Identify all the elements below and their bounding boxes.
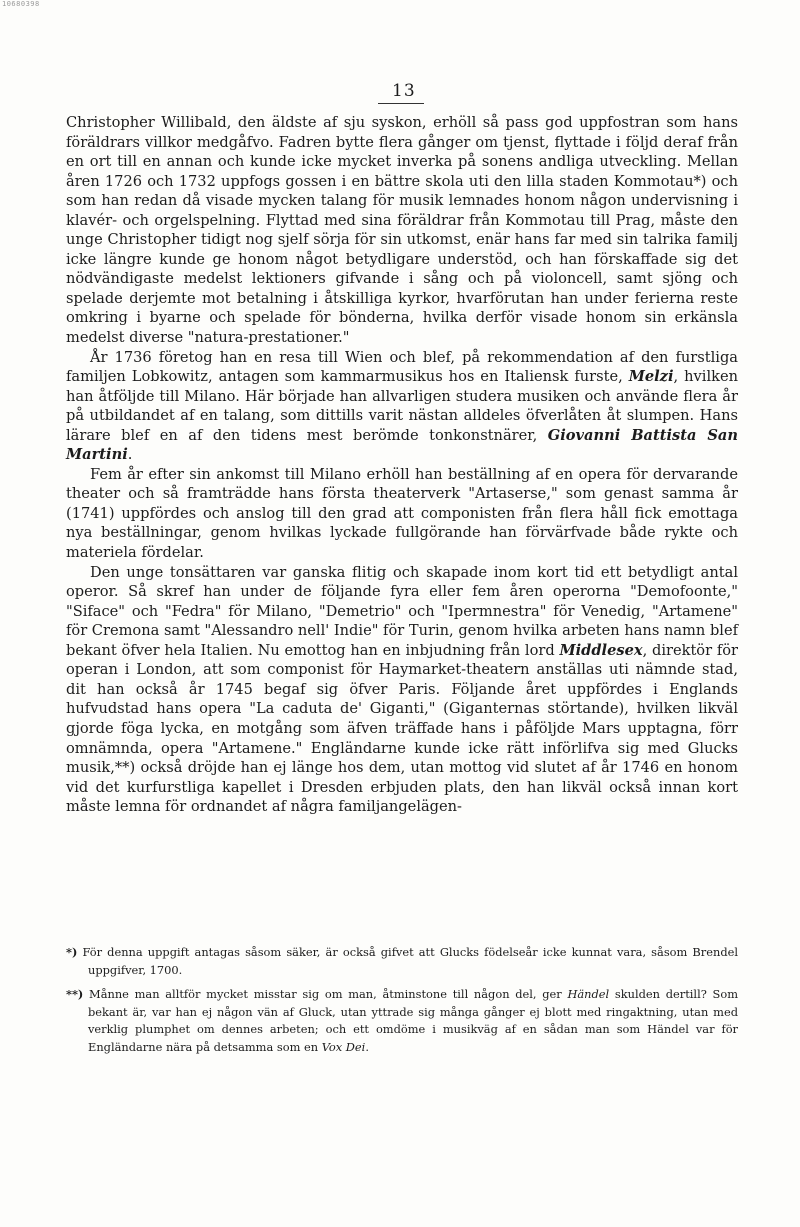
- footnote-marker: **): [66, 987, 84, 1002]
- footnote: [66, 986, 738, 1056]
- header-rule: [378, 103, 424, 104]
- text-segment: skulden dertill? Som bekant är, var han ej någon vän af Gluck, utan yttrade sig många gånger ej blott med ringaktning, utan med verklig plumphet om dennes arbeten; och ett omdöme i musikväg af en sådan man som Händel var för Engländarne nära på detsamma som en: [88, 987, 738, 1054]
- text-segment: Månne man alltför mycket misstar sig om man, åtminstone till någon del, ger: [89, 987, 568, 1002]
- footnotes: [66, 944, 738, 1064]
- main-text: [66, 113, 738, 817]
- footnote: [66, 944, 738, 979]
- paragraph: [66, 465, 738, 563]
- text-segment: , direktör för operan i London, att som componist för Haymarket-theatern anställas uti nämnde stad, dit han också år 1745 begaf sig öfver Paris. Följande året uppfördes i Englands hufvudstad hans opera "La caduta de' Giganti," (Giganternas störtande), hvilken likväl gjorde föga lycka, en motgång som äfven träffade hans i påföljde Mars upptagna, förr omnämnda, opera "Artamene." Engländarne kunde icke rätt införlifva sig med Glucks musik,**) också dröjde han ej länge hos dem, utan mottog vid slutet af år 1746 en honom vid det kurfurstliga kapellet i Dresden erbjuden plats, den han likväl också innan kort måste lemna för ordnandet af några familjangelägen-: [66, 641, 738, 816]
- name-emphasis: Vox Dei: [321, 1039, 366, 1054]
- text-segment: , hvilken han åtföljde till Milano. Här började han allvarligen studera musiken och använde flera år på utbildandet af en talang, som dittills varit nästan alldeles öfverlåten åt slumpen. Hans lärare blef en af den tidens mest berömde tonkonstnärer,: [66, 368, 738, 444]
- paragraph: [66, 348, 738, 465]
- page-number: 13: [392, 81, 416, 101]
- text-segment: År 1736 företog han en resa till Wien och blef, på rekommendation af den furstliga familjen Lobkowitz, antagen som kammarmusikus hos en Italiensk furste,: [66, 348, 738, 386]
- name-emphasis: Middlesex: [559, 641, 643, 659]
- name-emphasis: Händel: [567, 987, 610, 1002]
- footnote-marker: *): [66, 945, 78, 959]
- name-emphasis: Melzi: [628, 368, 674, 386]
- paragraph: [66, 563, 738, 817]
- text-segment: Den unge tonsättaren var ganska flitig och skapade inom kort tid ett betydligt antal operor. Så skref han under de följande fyra eller fem åren operorna "Demofoonte," "Siface" och "Fedra" för Milano, "Demetrio" och "Ipermnestra" för Venedig, "Artamene" för Cremona samt "Alessandro nell' Indie" för Turin, genom hvilka arbeten hans namn blef bekant öfver hela Italien. Nu emottog han en inbjudning från lord: [66, 563, 738, 659]
- text-segment: .: [127, 446, 133, 464]
- name-emphasis: Giovanni Battista San Martini: [66, 426, 738, 464]
- scan-id-label: 10680398: [2, 0, 40, 8]
- text-segment: Christopher Willibald, den äldste af sju syskon, erhöll så pass god uppfostran som hans föräldrars villkor medgåfvo. Fadren bytte flera gånger om tjenst, flyttade i följd deraf från en ort till en annan och kunde icke mycket inverka på sonens andliga utveckling. Mellan åren 1726 och 1732 uppfogs gossen i en bättre skola uti den lilla staden Kommotau*) och som han redan då visade mycken talang för musik lemnades honom någon undervisning i klavér- och orgelspelning. Flyttad med sina föräldrar från Kommotau till Prag, måste den unge Christopher tidigt nog sjelf sörja för sin utkomst, enär hans far med sin talrika familj icke längre kunde ge honom något betydligare understöd, och han förskaffade sig det nödvändigaste medelst lektioners gifvande i sång och på violoncell, samt sjöng och spelade derjemte mot betalning i åtskilliga kyrkor, hvarförutan han under ferierna reste omkring i byarne och spelade för bönderna, hvilka derför visade honom sin erkänsla medelst diverse "natura-prestationer.": [66, 114, 738, 347]
- text-segment: .: [365, 1039, 369, 1054]
- text-segment: För denna uppgift antagas såsom säker, är också gifvet att Glucks födelseår icke kunnat vara, såsom Brendel uppgifver, 1700.: [82, 945, 738, 977]
- text-segment: Fem år efter sin ankomst till Milano erhöll han beställning af en opera för dervarande theater och så framträdde hans första theaterverk "Artaserse," som genast samma år (1741) uppfördes och anslog till den grad att componisten från flera håll fick emottaga nya beställningar, genom hvilkas lyckade fullgörande han förvärfvade både rykte och materiela fördelar.: [66, 465, 738, 562]
- paragraph: [66, 113, 738, 348]
